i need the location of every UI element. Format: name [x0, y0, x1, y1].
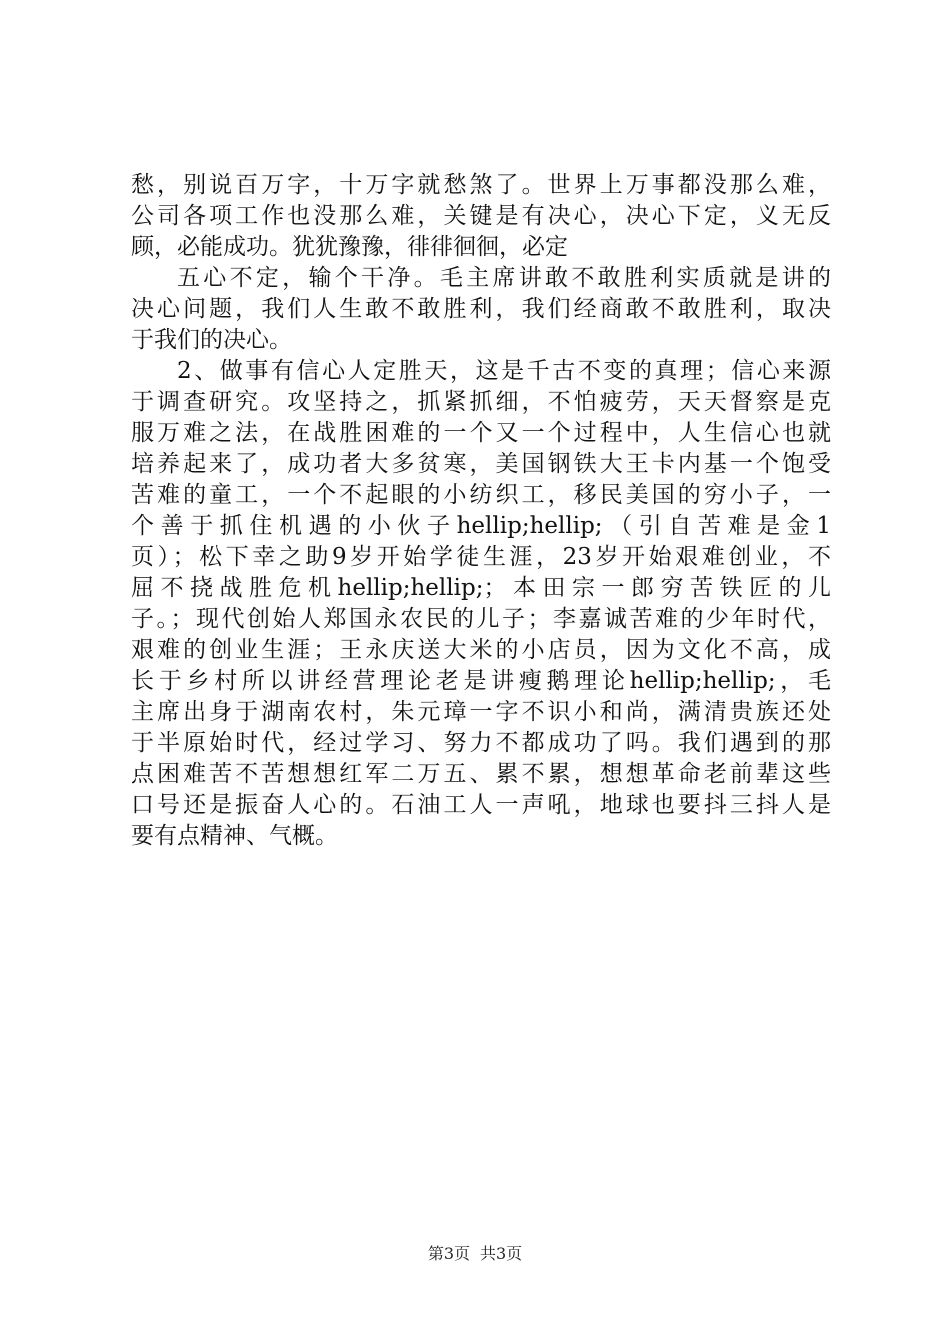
text-line: 2、做事有信心人定胜天，这是千古不变的真理；信心来源 — [177, 358, 831, 384]
text-line: 苦难的童工，一个不起眼的小纺织工，移民美国的穷小子，一 — [131, 482, 831, 508]
text-line: 屈不挠战胜危机hellip;hellip;；本田宗一郎穷苦铁匠的儿 — [131, 575, 831, 601]
text-line: 个善于抓住机遇的小伙子hellip;hellip;（引自苦难是金1 — [131, 513, 831, 539]
text-line: 要有点精神、气概。 — [131, 823, 338, 849]
page-number: 第3页 — [427, 1244, 470, 1263]
text-line: 子。；现代创始人郑国永农民的儿子；李嘉诚苦难的少年时代， — [131, 606, 831, 632]
text-line: 长于乡村所以讲经营理论老是讲瘦鹅理论hellip;hellip;，毛 — [131, 668, 831, 694]
text-line: 点困难苦不苦想想红军二万五、累不累，想想革命老前辈这些 — [131, 761, 831, 787]
text-line: 于半原始时代，经过学习、努力不都成功了吗。我们遇到的那 — [131, 730, 831, 756]
page-footer — [0, 1243, 950, 1265]
text-line: 页）；松下幸之助9岁开始学徒生涯，23岁开始艰难创业，不 — [131, 544, 831, 570]
text-line: 艰难的创业生涯；王永庆送大米的小店员，因为文化不高，成 — [131, 637, 831, 663]
text-line: 于调查研究。攻坚持之，抓紧抓细，不怕疲劳，天天督察是克 — [131, 389, 831, 415]
text-line: 五心不定，输个干净。毛主席讲敢不敢胜利实质就是讲的 — [177, 265, 831, 291]
document-body — [131, 170, 831, 852]
text-line: 服万难之法，在战胜困难的一个又一个过程中，人生信心也就 — [131, 420, 831, 446]
page-total: 共3页 — [480, 1244, 523, 1263]
text-line: 口号还是振奋人心的。石油工人一声吼，地球也要抖三抖人是 — [131, 792, 831, 818]
text-line: 公司各项工作也没那么难，关键是有决心，决心下定，义无反 — [131, 203, 831, 229]
text-line: 主席出身于湖南农村，朱元璋一字不识小和尚，满清贵族还处 — [131, 699, 831, 725]
text-line: 顾，必能成功。犹犹豫豫，徘徘徊徊，必定 — [131, 234, 568, 260]
text-line: 于我们的决心。 — [131, 327, 292, 353]
text-line: 决心问题，我们人生敢不敢胜利，我们经商敢不敢胜利，取决 — [131, 296, 831, 322]
text-line: 培养起来了，成功者大多贫寒，美国钢铁大王卡内基一个饱受 — [131, 451, 831, 477]
text-line: 愁，别说百万字，十万字就愁煞了。世界上万事都没那么难， — [131, 172, 831, 198]
